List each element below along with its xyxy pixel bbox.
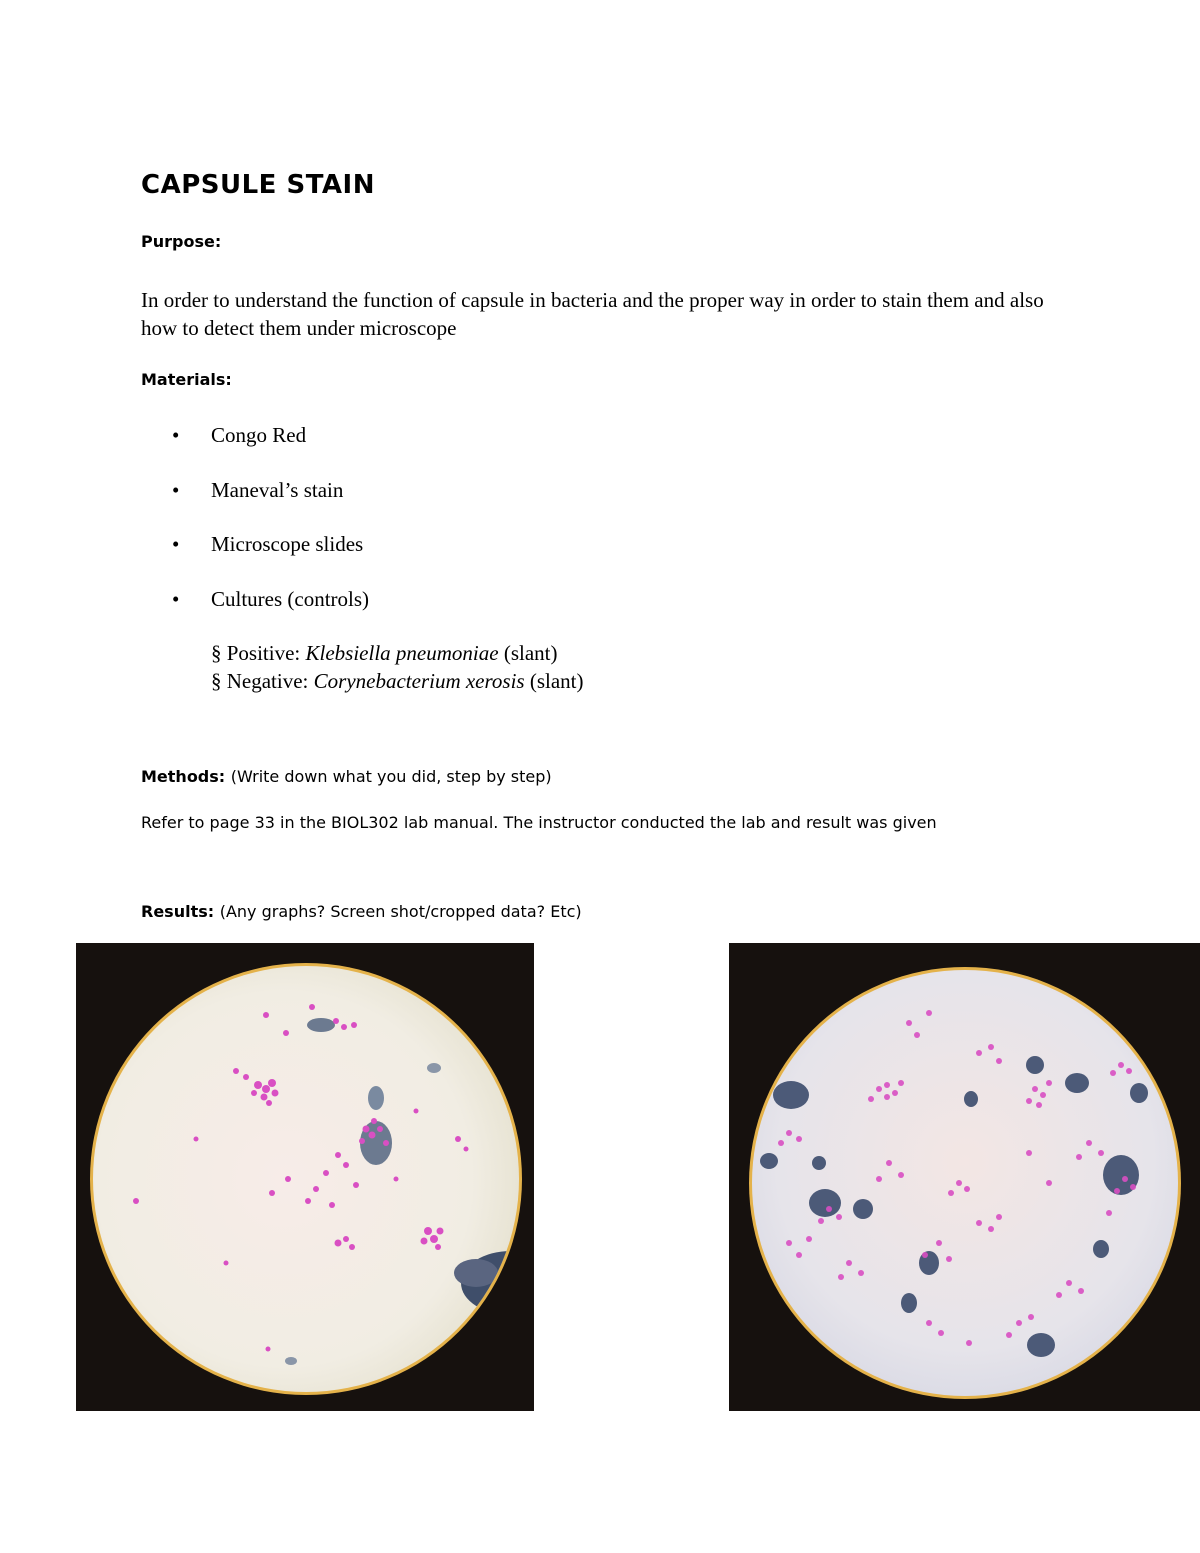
culture-negative bbox=[211, 669, 583, 694]
material-label: Maneval’s stain bbox=[211, 478, 344, 502]
results-heading-label: Results: bbox=[141, 902, 215, 921]
document-title: CAPSULE STAIN bbox=[141, 170, 375, 200]
culture-organism: Corynebacterium xerosis bbox=[313, 669, 525, 693]
micrograph-negative bbox=[729, 943, 1200, 1411]
culture-label: Positive: bbox=[226, 641, 301, 665]
culture-note: (slant) bbox=[529, 669, 584, 693]
methods-heading-note: (Write down what you did, step by step) bbox=[230, 767, 552, 786]
bullet-icon: • bbox=[172, 587, 180, 611]
bullet-icon: • bbox=[172, 423, 180, 447]
bullet-icon: • bbox=[172, 478, 180, 502]
section-marker-icon: § bbox=[211, 641, 222, 665]
material-label: Congo Red bbox=[211, 423, 307, 447]
culture-positive bbox=[211, 641, 557, 666]
micrograph-negative-image bbox=[729, 943, 1200, 1411]
purpose-text: In order to understand the function of capsule in bacteria and the proper way in order to stain them and also how to detect them under microscope bbox=[141, 288, 1044, 340]
results-heading bbox=[141, 902, 582, 921]
culture-organism: Klebsiella pneumoniae bbox=[305, 641, 499, 665]
micrograph-positive-image bbox=[76, 943, 534, 1411]
bullet-icon: • bbox=[172, 532, 180, 556]
methods-heading-label: Methods: bbox=[141, 767, 226, 786]
section-marker-icon: § bbox=[211, 669, 222, 693]
methods-heading bbox=[141, 767, 552, 786]
methods-text: Refer to page 33 in the BIOL302 lab manual. The instructor conducted the lab and result was given bbox=[141, 813, 937, 832]
culture-label: Negative: bbox=[226, 669, 309, 693]
material-label: Cultures (controls) bbox=[211, 587, 370, 611]
micrograph-positive bbox=[76, 943, 534, 1411]
material-label: Microscope slides bbox=[211, 532, 364, 556]
materials-heading: Materials: bbox=[141, 370, 232, 389]
results-heading-note: (Any graphs? Screen shot/cropped data? Etc) bbox=[219, 902, 582, 921]
culture-note: (slant) bbox=[503, 641, 558, 665]
purpose-heading: Purpose: bbox=[141, 232, 222, 251]
